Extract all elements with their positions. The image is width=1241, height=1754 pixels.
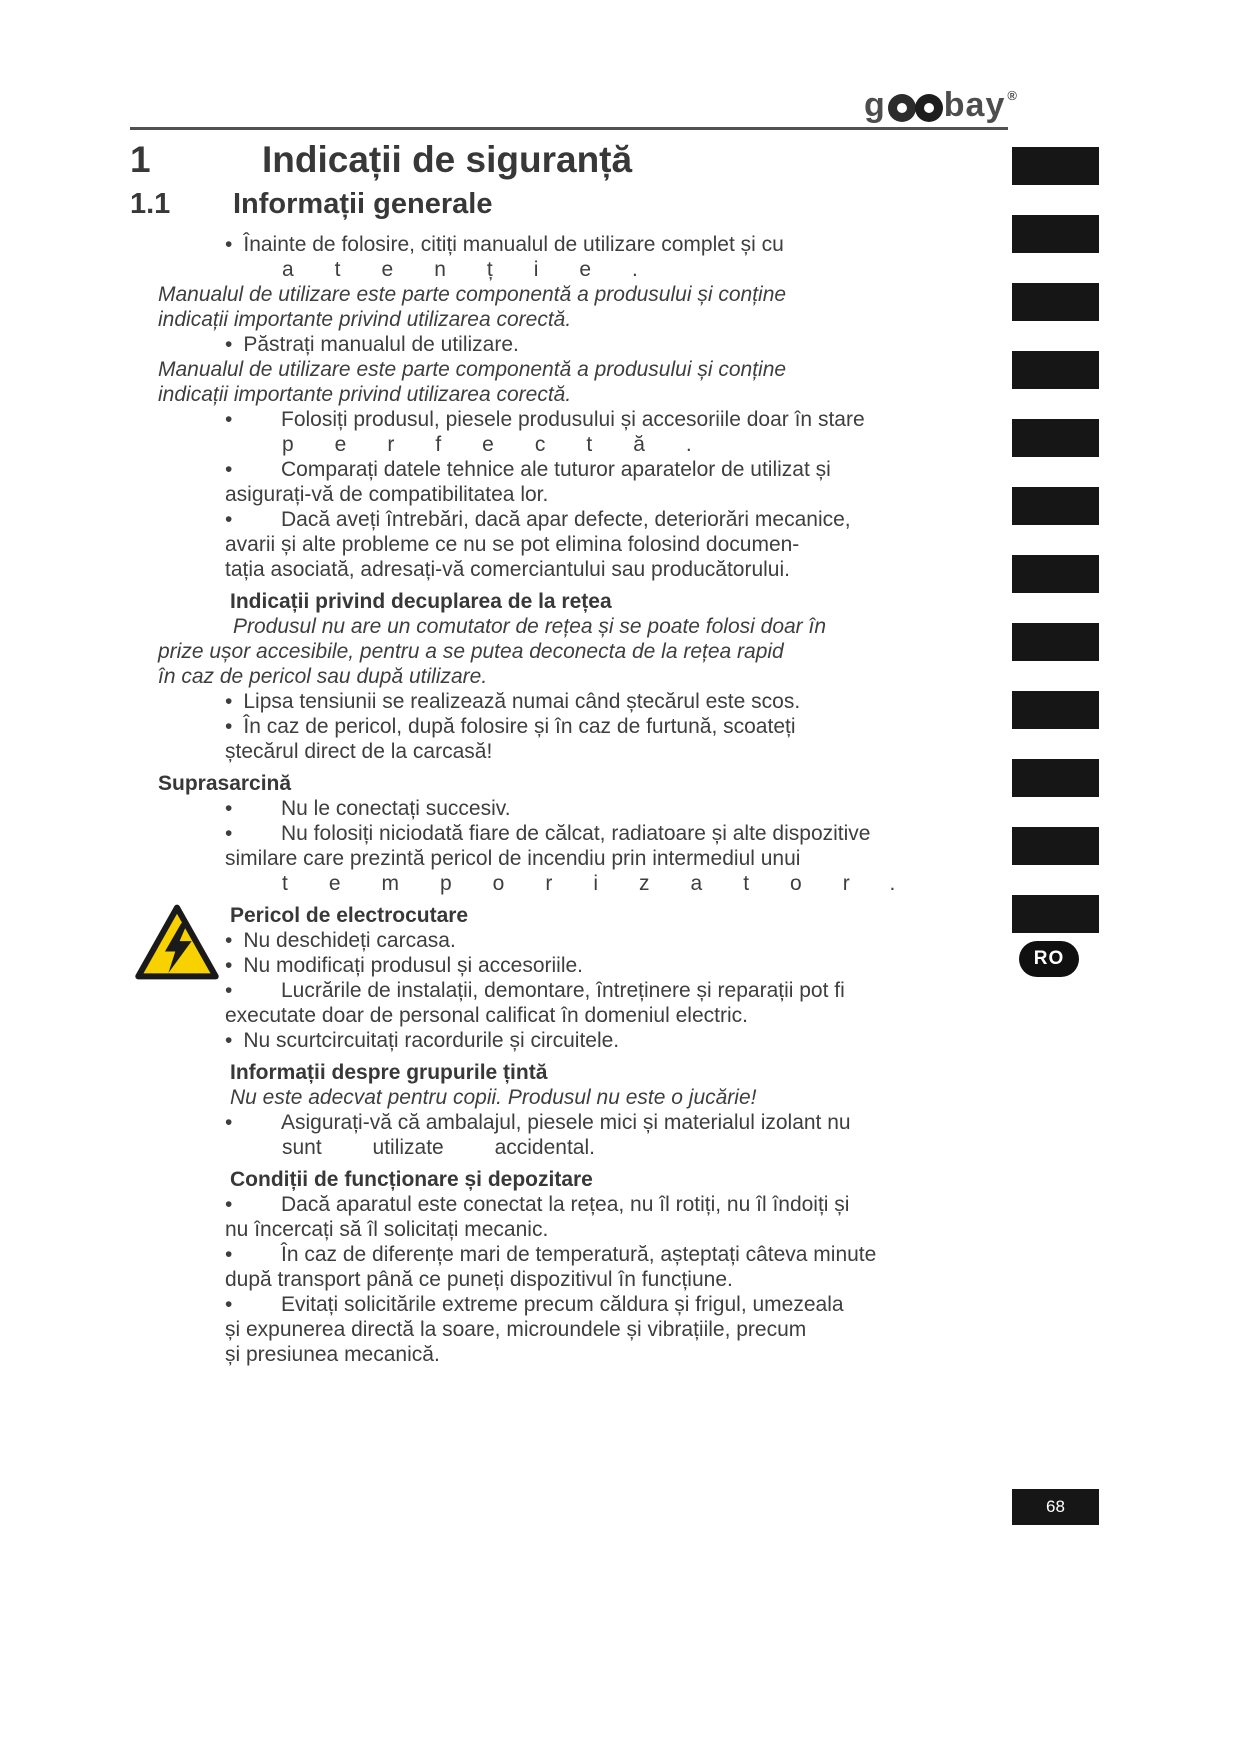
bullet-marker: •: [225, 458, 233, 481]
spaced-line: perfectă.: [282, 433, 733, 456]
continuation-line: și expunerea directă la soare, microundele și vibrațiile, precum: [225, 1318, 807, 1341]
spaced-line: atenție.: [282, 258, 679, 281]
bullet-line: [225, 332, 1014, 357]
language-tab-ro: RO: [1019, 941, 1079, 977]
index-tab: [1012, 147, 1099, 185]
line-text: În caz de pericol, după folosire și în caz de furtună, scoateți: [243, 715, 796, 738]
continuation-line: executate doar de personal calificat în domeniul electric.: [225, 1004, 748, 1027]
continuation-line: similare care prezintă pericol de incendiu prin intermediul unui: [225, 847, 801, 870]
line-text: Lucrările de instalații, demontare, întreținere și reparații pot fi: [281, 979, 845, 1002]
logo-o-dot-icon: [888, 94, 916, 122]
subsection-heading: Informații despre grupurile țintă: [230, 1061, 548, 1084]
bullet-marker: •: [225, 797, 233, 820]
subsection-heading: Indicații privind decuplarea de la rețea: [230, 590, 612, 613]
bullet-marker: •: [225, 929, 233, 952]
page-number: 68: [1012, 1489, 1099, 1525]
italic-line: Produsul nu are un comutator de rețea și se poate folosi doar în: [233, 615, 827, 638]
line-text: Nu folosiți niciodată fiare de călcat, radiatoare și alte dispozitive: [281, 822, 871, 845]
bullet-line: [225, 1110, 1014, 1135]
subsection-heading: Suprasarcină: [158, 772, 292, 795]
bullet-marker: •: [225, 954, 233, 977]
subsection-heading: Condiții de funcționare și depozitare: [230, 1168, 593, 1191]
header-rule: [130, 127, 1008, 130]
logo-letter-g: g: [864, 86, 886, 124]
line-text: În caz de diferențe mari de temperatură, așteptați câteva minute: [281, 1243, 877, 1266]
bullet-marker: •: [225, 1293, 233, 1316]
bullet-line: [225, 507, 1014, 532]
bullet-line: [225, 689, 1014, 714]
chapter-heading: [130, 138, 1014, 182]
continuation-line: după transport până ce puneți dispozitivul în funcțiune.: [225, 1268, 733, 1291]
chapter-title: Indicații de siguranță: [262, 139, 633, 180]
line-text: Lipsa tensiunii se realizează numai când ștecărul este scos.: [243, 690, 801, 713]
electric-shock-section: [130, 896, 1014, 1053]
index-tab: [1012, 419, 1099, 457]
bullet-line: [225, 1192, 1014, 1217]
logo-o-dot-icon: [915, 94, 943, 122]
bullet-marker: •: [225, 333, 233, 356]
continuation-line: și presiunea mecanică.: [225, 1343, 440, 1366]
bullet-line: [225, 953, 1014, 978]
index-tab: [1012, 215, 1099, 253]
line-text: Comparați datele tehnice ale tuturor aparatelor de utilizat și: [281, 458, 831, 481]
line-text: Nu le conectați succesiv.: [281, 797, 511, 820]
section-title: Informații generale: [233, 188, 493, 220]
bullet-marker: •: [225, 979, 233, 1002]
line-text: Dacă aparatul este conectat la rețea, nu îl rotiți, nu îl îndoiți și: [281, 1193, 850, 1216]
bullet-line: [225, 232, 1014, 257]
logo-letters-bay: bay: [943, 86, 1006, 124]
italic-line: Nu este adecvat pentru copii. Produsul nu este o jucărie!: [230, 1086, 757, 1109]
bullet-line: [225, 796, 1014, 821]
bullet-marker: •: [225, 1243, 233, 1266]
continuation-line: sunt utilizate accidental.: [282, 1136, 595, 1159]
index-tab: [1012, 759, 1099, 797]
bullet-line: [225, 1242, 1014, 1267]
italic-line: Manualul de utilizare este parte componentă a produsului și conține: [158, 358, 787, 381]
section-number: 1.1: [130, 188, 171, 220]
italic-line: în caz de pericol sau după utilizare.: [158, 665, 488, 688]
bullet-marker: •: [225, 690, 233, 713]
index-tab: [1012, 623, 1099, 661]
line-text: Nu scurtcircuitați racordurile și circuitele.: [243, 1029, 620, 1052]
registered-trademark-icon: ®: [1007, 88, 1017, 103]
line-text: Folosiți produsul, piesele produsului și accesoriile doar în stare: [281, 408, 865, 431]
logo-dot-hole: [897, 103, 907, 113]
high-voltage-warning-icon: [134, 902, 220, 982]
bullet-marker: •: [225, 822, 233, 845]
italic-line: indicații importante privind utilizarea corectă.: [158, 308, 572, 331]
bullet-line: [225, 407, 1014, 432]
bullet-line: [225, 457, 1014, 482]
index-tab: [1012, 487, 1099, 525]
bullet-marker: •: [225, 1111, 233, 1134]
section-heading: [130, 186, 1014, 222]
goobay-logo: [864, 84, 1017, 126]
continuation-line: nu încercați să îl solicitați mecanic.: [225, 1218, 549, 1241]
line-text: Păstrați manualul de utilizare.: [243, 333, 519, 356]
line-text: Dacă aveți întrebări, dacă apar defecte, deteriorări mecanice,: [281, 508, 851, 531]
continuation-line: tația asociată, adresați-vă comerciantului sau producătorului.: [225, 558, 790, 581]
bullet-marker: •: [225, 508, 233, 531]
line-text: Evitați solicitările extreme precum căldura și frigul, umezeala: [281, 1293, 844, 1316]
logo-dot-hole: [924, 103, 934, 113]
spaced-line: temporizator.: [282, 872, 937, 895]
line-text: Nu modificați produsul și accesoriile.: [243, 954, 583, 977]
index-tab: [1012, 827, 1099, 865]
index-tab: [1012, 351, 1099, 389]
bullet-marker: •: [225, 1193, 233, 1216]
bullet-line: [225, 1292, 1014, 1317]
index-tab: [1012, 283, 1099, 321]
bullet-line: [225, 1028, 1014, 1053]
bullet-line: [225, 714, 1014, 739]
continuation-line: asigurați-vă de compatibilitatea lor.: [225, 483, 549, 506]
chapter-number: 1: [130, 139, 151, 180]
bullet-marker: •: [225, 1029, 233, 1052]
bullet-line: [225, 928, 1014, 953]
bullet-line: [225, 821, 1014, 846]
bullet-marker: •: [225, 715, 233, 738]
bullet-marker: •: [225, 408, 233, 431]
italic-line: Manualul de utilizare este parte componentă a produsului și conține: [158, 283, 787, 306]
bullet-line: [225, 978, 1014, 1003]
italic-line: prize ușor accesibile, pentru a se putea deconecta de la rețea rapid: [158, 640, 784, 663]
line-text: Înainte de folosire, citiți manualul de utilizare complet și cu: [243, 233, 784, 256]
index-tab: [1012, 691, 1099, 729]
bullet-marker: •: [225, 233, 233, 256]
line-text: Asigurați-vă că ambalajul, piesele mici și materialul izolant nu: [281, 1111, 851, 1134]
content-column: [130, 138, 1014, 1367]
line-text: Nu deschideți carcasa.: [243, 929, 456, 952]
subsection-heading: Pericol de electrocutare: [230, 904, 469, 927]
index-tab: [1012, 555, 1099, 593]
italic-line: indicații importante privind utilizarea corectă.: [158, 383, 572, 406]
index-tab: [1012, 895, 1099, 933]
continuation-line: ștecărul direct de la carcasă!: [225, 740, 493, 763]
continuation-line: avarii și alte probleme ce nu se pot elimina folosind documen-: [225, 533, 800, 556]
